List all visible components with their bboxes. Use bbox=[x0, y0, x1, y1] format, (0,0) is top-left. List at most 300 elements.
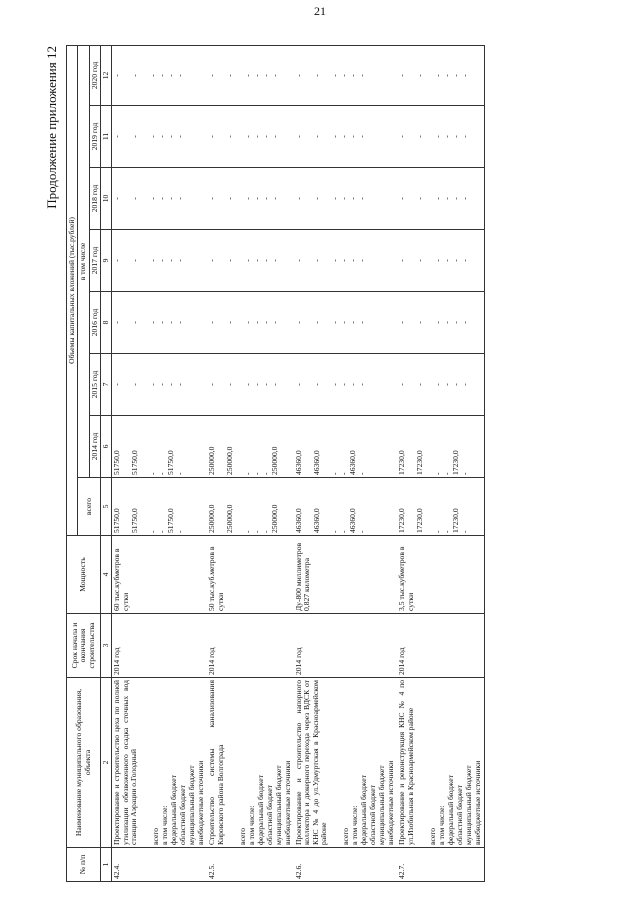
dash-value: - bbox=[442, 383, 452, 386]
dash-value: - bbox=[415, 135, 425, 138]
total-value bbox=[235, 480, 244, 533]
year-2014-value-summary: 17230,0 bbox=[397, 450, 407, 475]
object-name: Проектирование и строительство цеха по полной утилизации обезвоженного осадка сточных вод станции Аэрации о.Голодный bbox=[112, 680, 139, 845]
dash-value: - bbox=[166, 321, 176, 324]
dash-value: - bbox=[348, 197, 358, 200]
funding-label: областной бюджет bbox=[265, 785, 275, 845]
dash-value: - bbox=[166, 259, 176, 262]
year-2014-value-cell bbox=[112, 416, 208, 478]
dash-value: - bbox=[175, 259, 185, 262]
total-value: - bbox=[460, 530, 470, 533]
year-dash-cell bbox=[112, 45, 208, 105]
dash-value: - bbox=[148, 383, 158, 386]
year-2014-value: - bbox=[330, 472, 340, 475]
dash-value: - bbox=[157, 135, 167, 138]
year-dash-cell bbox=[294, 168, 397, 230]
year-dash-cell bbox=[397, 106, 484, 168]
dash-value: - bbox=[252, 135, 262, 138]
year-dash-cell bbox=[397, 230, 484, 292]
dash-value: - bbox=[451, 383, 461, 386]
dash-value: - bbox=[415, 259, 425, 262]
dash-value: - bbox=[451, 321, 461, 324]
year-2014-value: 46360,0 bbox=[348, 450, 358, 475]
dash-value: - bbox=[397, 259, 407, 262]
dash-value: - bbox=[148, 74, 158, 77]
dash-value: - bbox=[148, 321, 158, 324]
object-name: Проектирование и реконструкция КНС № 4 по ул.Изобильная в Красноармейском районе bbox=[397, 680, 415, 845]
dash-value: - bbox=[207, 135, 217, 138]
capacity: 3,5 тыс.кубметров в сутки bbox=[397, 536, 484, 614]
total-value: - bbox=[157, 530, 167, 533]
dash-value: - bbox=[243, 259, 253, 262]
header-name: Наименование муниципального образования, объекта bbox=[67, 678, 101, 848]
funding-label: в том числе: bbox=[350, 805, 360, 845]
dash-value: - bbox=[261, 197, 271, 200]
year-dash-cell bbox=[112, 106, 208, 168]
dash-value: - bbox=[252, 321, 262, 324]
year-2014-value: 17230,0 bbox=[415, 450, 425, 475]
funding-label: областной бюджет bbox=[455, 785, 465, 845]
column-number: 2 bbox=[101, 678, 112, 848]
total-value: 51750,0 bbox=[166, 508, 176, 533]
funding-label: федеральный бюджет bbox=[256, 775, 266, 845]
rotated-page bbox=[40, 42, 620, 882]
total-value-summary: 51750,0 bbox=[112, 508, 122, 533]
dash-value: - bbox=[460, 321, 470, 324]
funding-breakdown bbox=[225, 680, 293, 845]
dash-value: - bbox=[112, 259, 122, 262]
column-number: 7 bbox=[101, 354, 112, 416]
dash-value: - bbox=[348, 383, 358, 386]
year-dash-cell bbox=[397, 168, 484, 230]
page-number: 21 bbox=[314, 4, 326, 18]
year-2014-value: - bbox=[339, 472, 349, 475]
total-value-summary: 250000,0 bbox=[207, 504, 217, 533]
dash-value: - bbox=[225, 135, 235, 138]
total-value-cell bbox=[397, 478, 484, 536]
dash-value: - bbox=[207, 197, 217, 200]
dash-value: - bbox=[261, 321, 271, 324]
dash-value: - bbox=[357, 197, 367, 200]
dash-value: - bbox=[415, 321, 425, 324]
object-name-cell bbox=[397, 678, 484, 848]
dash-value: - bbox=[415, 197, 425, 200]
dash-value: - bbox=[130, 259, 140, 262]
year-2014-value: 250000,0 bbox=[270, 446, 280, 475]
dash-value: - bbox=[397, 74, 407, 77]
dash-value: - bbox=[339, 259, 349, 262]
dash-value: - bbox=[451, 74, 461, 77]
dash-value: - bbox=[261, 74, 271, 77]
construction-period: 2014 год bbox=[112, 614, 208, 678]
total-value: 250000,0 bbox=[225, 504, 235, 533]
total-value: - bbox=[339, 530, 349, 533]
dash-value: - bbox=[339, 197, 349, 200]
dash-value: - bbox=[294, 74, 304, 77]
dash-value: - bbox=[252, 383, 262, 386]
dash-value: - bbox=[339, 321, 349, 324]
year-2014-value: - bbox=[433, 472, 443, 475]
year-dash-cell bbox=[294, 292, 397, 354]
funding-label: областной бюджет bbox=[368, 785, 378, 845]
funding-label: муниципальный бюджет bbox=[377, 765, 387, 845]
dash-value: - bbox=[243, 135, 253, 138]
dash-value: - bbox=[442, 259, 452, 262]
total-value: 250000,0 bbox=[270, 504, 280, 533]
funding-label: внебюджетные источники bbox=[196, 760, 206, 845]
column-number: 11 bbox=[101, 106, 112, 168]
funding-label: внебюджетные источники bbox=[386, 760, 396, 845]
year-dash-cell bbox=[112, 230, 208, 292]
dash-value: - bbox=[357, 321, 367, 324]
total-value-summary: 17230,0 bbox=[397, 508, 407, 533]
year-2014-value: - bbox=[442, 472, 452, 475]
dash-value: - bbox=[175, 321, 185, 324]
dash-value: - bbox=[252, 259, 262, 262]
header-year: 2016 год bbox=[89, 292, 100, 354]
year-2014-value: - bbox=[148, 472, 158, 475]
funding-label: всего bbox=[151, 827, 161, 845]
total-value: 51750,0 bbox=[130, 508, 140, 533]
column-number: 12 bbox=[101, 45, 112, 105]
dash-value: - bbox=[442, 135, 452, 138]
year-2014-value: - bbox=[357, 472, 367, 475]
total-value bbox=[322, 480, 331, 533]
dash-value: - bbox=[460, 383, 470, 386]
funding-breakdown bbox=[415, 680, 483, 845]
dash-value: - bbox=[348, 135, 358, 138]
year-2014-value: - bbox=[460, 472, 470, 475]
year-2014-value bbox=[425, 418, 434, 475]
column-number: 9 bbox=[101, 230, 112, 292]
dash-value: - bbox=[207, 259, 217, 262]
table-row bbox=[207, 45, 294, 881]
funding-label: в том числе: bbox=[247, 805, 257, 845]
table-body bbox=[112, 45, 485, 881]
funding-label: всего bbox=[341, 827, 351, 845]
year-2014-value: - bbox=[243, 472, 253, 475]
object-name: Проектирование и строительство напорного коллектора и дюкерного перехода через ВДСК от КНС № 4 до ул.Удмуртская в Красноармейском районе bbox=[294, 680, 329, 845]
dash-value: - bbox=[225, 383, 235, 386]
capacity: 60 тыс.кубметров в сутки bbox=[112, 536, 208, 614]
year-2014-value: - bbox=[261, 472, 271, 475]
dash-value: - bbox=[460, 135, 470, 138]
dash-value: - bbox=[451, 197, 461, 200]
header-year: 2017 год bbox=[89, 230, 100, 292]
row-number: 42.7. bbox=[397, 848, 484, 882]
dash-value: - bbox=[397, 383, 407, 386]
dash-value: - bbox=[357, 135, 367, 138]
year-dash-cell bbox=[112, 292, 208, 354]
column-number: 3 bbox=[101, 614, 112, 678]
header-year: 2014 год bbox=[89, 416, 100, 478]
dash-value: - bbox=[294, 383, 304, 386]
year-2014-value: 250000,0 bbox=[225, 446, 235, 475]
year-2014-value-summary: 51750,0 bbox=[112, 450, 122, 475]
dash-value: - bbox=[312, 197, 322, 200]
total-value-cell bbox=[294, 478, 397, 536]
dash-value: - bbox=[270, 74, 280, 77]
construction-period: 2014 год bbox=[397, 614, 484, 678]
funding-breakdown bbox=[138, 680, 206, 845]
dash-value: - bbox=[148, 135, 158, 138]
year-dash-cell bbox=[207, 354, 294, 416]
dash-value: - bbox=[397, 197, 407, 200]
dash-value: - bbox=[442, 321, 452, 324]
dash-value: - bbox=[175, 383, 185, 386]
header-period: Срок начала и окончания строительства bbox=[67, 614, 101, 678]
dash-value: - bbox=[112, 197, 122, 200]
dash-value: - bbox=[348, 321, 358, 324]
year-2014-value-cell bbox=[397, 416, 484, 478]
dash-value: - bbox=[460, 259, 470, 262]
total-value bbox=[140, 480, 149, 533]
dash-value: - bbox=[270, 383, 280, 386]
dash-value: - bbox=[166, 197, 176, 200]
dash-value: - bbox=[148, 197, 158, 200]
funding-label: в том числе: bbox=[160, 805, 170, 845]
dash-value: - bbox=[357, 74, 367, 77]
dash-value: - bbox=[207, 74, 217, 77]
funding-label: внебюджетные источники bbox=[473, 760, 483, 845]
column-number: 1 bbox=[101, 848, 112, 882]
dash-value: - bbox=[460, 74, 470, 77]
year-2014-value-cell bbox=[294, 416, 397, 478]
dash-value: - bbox=[330, 321, 340, 324]
year-2014-value: - bbox=[252, 472, 262, 475]
year-dash-cell bbox=[112, 168, 208, 230]
investment-table bbox=[66, 45, 485, 882]
dash-value: - bbox=[294, 135, 304, 138]
row-number: 42.6. bbox=[294, 848, 397, 882]
funding-label: муниципальный бюджет bbox=[464, 765, 474, 845]
dash-value: - bbox=[225, 197, 235, 200]
total-value: - bbox=[261, 530, 271, 533]
table-row bbox=[397, 45, 484, 881]
dash-value: - bbox=[433, 321, 443, 324]
dash-value: - bbox=[243, 74, 253, 77]
funding-label: всего bbox=[238, 827, 248, 845]
capacity: 50 тыс.куб.метров в сутки bbox=[207, 536, 294, 614]
dash-value: - bbox=[166, 74, 176, 77]
dash-value: - bbox=[460, 197, 470, 200]
table-row bbox=[294, 45, 397, 881]
dash-value: - bbox=[157, 74, 167, 77]
total-value: - bbox=[175, 530, 185, 533]
dash-value: - bbox=[112, 383, 122, 386]
year-2014-value-summary: 46360,0 bbox=[294, 450, 304, 475]
funding-label: федеральный бюджет bbox=[446, 775, 456, 845]
total-value: 46360,0 bbox=[312, 508, 322, 533]
construction-period: 2014 год bbox=[207, 614, 294, 678]
column-number: 10 bbox=[101, 168, 112, 230]
column-number: 4 bbox=[101, 536, 112, 614]
dash-value: - bbox=[243, 383, 253, 386]
dash-value: - bbox=[157, 321, 167, 324]
funding-label: муниципальный бюджет bbox=[274, 765, 284, 845]
dash-value: - bbox=[225, 74, 235, 77]
funding-label: внебюджетные источники bbox=[283, 760, 293, 845]
dash-value: - bbox=[261, 135, 271, 138]
dash-value: - bbox=[451, 135, 461, 138]
dash-value: - bbox=[294, 321, 304, 324]
total-value bbox=[425, 480, 434, 533]
header-no: № п/п bbox=[67, 848, 101, 882]
dash-value: - bbox=[112, 74, 122, 77]
year-dash-cell bbox=[294, 45, 397, 105]
dash-value: - bbox=[330, 197, 340, 200]
column-number: 8 bbox=[101, 292, 112, 354]
dash-value: - bbox=[175, 197, 185, 200]
dash-value: - bbox=[175, 135, 185, 138]
capacity: Ду-800 миллиметров 0,827 километра bbox=[294, 536, 397, 614]
dash-value: - bbox=[330, 383, 340, 386]
year-dash-cell bbox=[397, 354, 484, 416]
header-year: 2018 год bbox=[89, 168, 100, 230]
total-value: 17230,0 bbox=[415, 508, 425, 533]
total-value: 17230,0 bbox=[451, 508, 461, 533]
dash-value: - bbox=[270, 135, 280, 138]
total-value: - bbox=[357, 530, 367, 533]
year-dash-cell bbox=[294, 354, 397, 416]
object-name-cell bbox=[294, 678, 397, 848]
total-value-cell bbox=[112, 478, 208, 536]
funding-label: в том числе: bbox=[437, 805, 447, 845]
dash-value: - bbox=[252, 74, 262, 77]
appendix-heading: Продолжение приложения 12 bbox=[44, 46, 59, 209]
funding-label: областной бюджет bbox=[178, 785, 188, 845]
year-dash-cell bbox=[294, 230, 397, 292]
dash-value: - bbox=[397, 321, 407, 324]
dash-value: - bbox=[433, 197, 443, 200]
year-2014-value-summary: 250000,0 bbox=[207, 446, 217, 475]
dash-value: - bbox=[348, 259, 358, 262]
total-value: - bbox=[433, 530, 443, 533]
dash-value: - bbox=[148, 259, 158, 262]
dash-value: - bbox=[252, 197, 262, 200]
dash-value: - bbox=[312, 259, 322, 262]
dash-value: - bbox=[433, 74, 443, 77]
header-year: 2015 год bbox=[89, 354, 100, 416]
year-2014-value-cell bbox=[207, 416, 294, 478]
header-capacity: Мощность bbox=[67, 536, 101, 614]
dash-value: - bbox=[166, 383, 176, 386]
object-name: Строительство системы канализования Кировского района Волгограда bbox=[207, 680, 225, 845]
year-dash-cell bbox=[207, 230, 294, 292]
object-name-cell bbox=[112, 678, 208, 848]
dash-value: - bbox=[294, 197, 304, 200]
table-row bbox=[112, 45, 208, 881]
dash-value: - bbox=[312, 74, 322, 77]
object-name-cell bbox=[207, 678, 294, 848]
dash-value: - bbox=[130, 321, 140, 324]
dash-value: - bbox=[130, 74, 140, 77]
dash-value: - bbox=[270, 197, 280, 200]
dash-value: - bbox=[339, 383, 349, 386]
total-value-cell bbox=[207, 478, 294, 536]
dash-value: - bbox=[157, 259, 167, 262]
dash-value: - bbox=[397, 135, 407, 138]
dash-value: - bbox=[261, 383, 271, 386]
total-value: - bbox=[330, 530, 340, 533]
funding-label: всего bbox=[428, 827, 438, 845]
dash-value: - bbox=[330, 74, 340, 77]
dash-value: - bbox=[312, 321, 322, 324]
dash-value: - bbox=[433, 259, 443, 262]
year-2014-value bbox=[322, 418, 331, 475]
dash-value: - bbox=[348, 74, 358, 77]
dash-value: - bbox=[112, 321, 122, 324]
funding-breakdown bbox=[328, 680, 396, 845]
dash-value: - bbox=[433, 135, 443, 138]
dash-value: - bbox=[166, 135, 176, 138]
year-dash-cell bbox=[397, 45, 484, 105]
dash-value: - bbox=[415, 74, 425, 77]
dash-value: - bbox=[175, 74, 185, 77]
dash-value: - bbox=[225, 321, 235, 324]
dash-value: - bbox=[130, 135, 140, 138]
year-2014-value: - bbox=[175, 472, 185, 475]
header-investments: Объемы капитальных вложений (тыс.рублей) bbox=[67, 45, 78, 535]
dash-value: - bbox=[112, 135, 122, 138]
dash-value: - bbox=[157, 197, 167, 200]
year-2014-value: 46360,0 bbox=[312, 450, 322, 475]
dash-value: - bbox=[330, 259, 340, 262]
dash-value: - bbox=[207, 383, 217, 386]
column-number: 5 bbox=[101, 478, 112, 536]
dash-value: - bbox=[357, 383, 367, 386]
year-2014-value bbox=[235, 418, 244, 475]
row-number: 42.5. bbox=[207, 848, 294, 882]
year-dash-cell bbox=[294, 106, 397, 168]
dash-value: - bbox=[415, 383, 425, 386]
funding-label: федеральный бюджет bbox=[359, 775, 369, 845]
dash-value: - bbox=[270, 259, 280, 262]
header-total: всего bbox=[78, 478, 101, 536]
dash-value: - bbox=[312, 135, 322, 138]
dash-value: - bbox=[130, 197, 140, 200]
construction-period: 2014 год bbox=[294, 614, 397, 678]
dash-value: - bbox=[357, 259, 367, 262]
dash-value: - bbox=[225, 259, 235, 262]
year-2014-value bbox=[140, 418, 149, 475]
year-dash-cell bbox=[207, 168, 294, 230]
year-2014-value: 51750,0 bbox=[130, 450, 140, 475]
year-2014-value: - bbox=[157, 472, 167, 475]
header-year: 2019 год bbox=[89, 106, 100, 168]
year-2014-value: 17230,0 bbox=[451, 450, 461, 475]
dash-value: - bbox=[130, 383, 140, 386]
header-including: в том числе bbox=[78, 45, 89, 477]
dash-value: - bbox=[442, 74, 452, 77]
total-value-summary: 46360,0 bbox=[294, 508, 304, 533]
year-dash-cell bbox=[112, 354, 208, 416]
dash-value: - bbox=[433, 383, 443, 386]
year-dash-cell bbox=[207, 292, 294, 354]
total-value: - bbox=[243, 530, 253, 533]
funding-label: муниципальный бюджет bbox=[187, 765, 197, 845]
total-value: - bbox=[148, 530, 158, 533]
dash-value: - bbox=[243, 321, 253, 324]
total-value: - bbox=[252, 530, 262, 533]
total-value: - bbox=[442, 530, 452, 533]
dash-value: - bbox=[294, 259, 304, 262]
dash-value: - bbox=[261, 259, 271, 262]
year-dash-cell bbox=[207, 45, 294, 105]
year-2014-value: 51750,0 bbox=[166, 450, 176, 475]
column-number: 6 bbox=[101, 416, 112, 478]
dash-value: - bbox=[339, 135, 349, 138]
